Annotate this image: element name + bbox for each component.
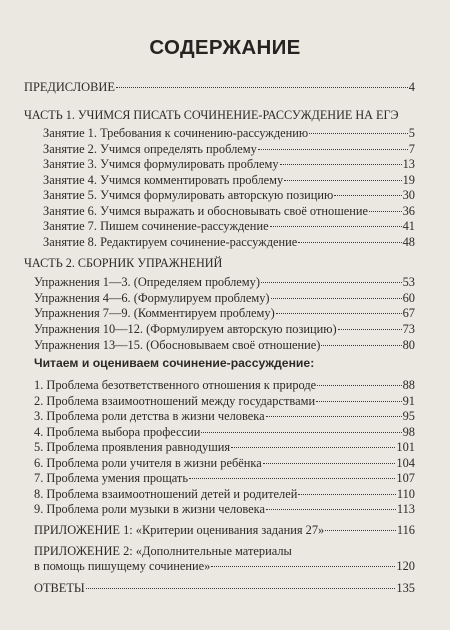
- toc-entry-page: 88: [402, 378, 415, 392]
- dot-leader: [317, 385, 401, 386]
- toc-entry-label: Занятие 8. Редактируем сочинение-рассуждение: [43, 235, 298, 249]
- toc-entry-page: 110: [396, 487, 415, 501]
- toc-entry-page: 113: [396, 502, 415, 516]
- dot-leader: [284, 180, 401, 181]
- toc-entry-label: ПРИЛОЖЕНИЕ 1: «Критерии оценивания задания 27»: [34, 523, 325, 537]
- toc-entry: [34, 409, 415, 423]
- toc-entry: [43, 188, 415, 202]
- toc-entry-page: 95: [402, 409, 415, 423]
- toc-entry-label: Занятие 4. Учимся комментировать проблему: [43, 173, 284, 187]
- toc-entry-label: ПРЕДИСЛОВИЕ: [24, 80, 115, 94]
- toc-entry-label: в помощь пишущему сочинение»: [34, 559, 211, 573]
- toc-entry-page: 4: [408, 80, 415, 94]
- toc-entry-label: ОТВЕТЫ: [34, 581, 85, 595]
- page-title: СОДЕРЖАНИЕ: [149, 36, 301, 59]
- toc-entry-label: Занятие 6. Учимся выражать и обосновывать своё отношение: [43, 204, 369, 218]
- toc-entry: [34, 275, 415, 289]
- toc-entry: [34, 394, 415, 408]
- toc-entry-label: 2. Проблема взаимоотношений между государствами: [34, 394, 316, 408]
- dot-leader: [266, 509, 396, 510]
- dot-leader: [298, 242, 401, 243]
- toc-entry: [34, 502, 415, 516]
- toc-entry-page: 13: [402, 157, 415, 171]
- toc-entry-appendix2: [34, 559, 415, 573]
- dot-leader: [334, 195, 401, 196]
- toc-entry-label: 6. Проблема роли учителя в жизни ребёнка: [34, 456, 262, 470]
- toc-entry-page: 7: [408, 142, 415, 156]
- dot-leader: [211, 566, 395, 567]
- toc-entry-page: 104: [396, 456, 415, 470]
- toc-entry: [34, 456, 415, 470]
- toc-entry: [43, 219, 415, 233]
- toc-entry-label: Упражнения 4—6. (Формулируем проблему): [34, 291, 270, 305]
- toc-entry-page: 5: [408, 126, 415, 140]
- dot-leader: [258, 149, 408, 150]
- toc-entry: [43, 142, 415, 156]
- toc-entry-label: 4. Проблема выбора профессии: [34, 425, 201, 439]
- toc-entry-page: 60: [402, 291, 415, 305]
- toc-entry-label: 8. Проблема взаимоотношений детей и родителей: [34, 487, 298, 501]
- dot-leader: [338, 329, 402, 330]
- toc-entry-answers: [34, 581, 415, 595]
- toc-entry: [34, 487, 415, 501]
- toc-entry-page: 135: [396, 581, 415, 595]
- toc-entry-label: Занятие 2. Учимся определять проблему: [43, 142, 257, 156]
- dot-leader: [325, 530, 396, 531]
- toc-entry-page: 53: [402, 275, 415, 289]
- toc-entry-label: 9. Проблема роли музыки в жизни человека: [34, 502, 266, 516]
- toc-entry: [43, 204, 415, 218]
- toc-entry-label: Упражнения 7—9. (Комментируем проблему): [34, 306, 275, 320]
- toc-entry-label: 5. Проблема проявления равнодушия: [34, 440, 231, 454]
- part2-heading: ЧАСТЬ 2. СБОРНИК УПРАЖНЕНИЙ: [24, 256, 223, 270]
- dot-leader: [261, 282, 402, 283]
- toc-entry-label: Упражнения 10—12. (Формулируем авторскую позицию): [34, 322, 337, 336]
- dot-leader: [316, 401, 402, 402]
- toc-entry-page: 107: [396, 471, 415, 485]
- toc-entry: [34, 306, 415, 320]
- dot-leader: [280, 164, 402, 165]
- toc-entry: [34, 471, 415, 485]
- dot-leader: [231, 447, 395, 448]
- toc-entry-appendix1: [34, 523, 415, 537]
- dot-leader: [369, 211, 402, 212]
- dot-leader: [321, 345, 401, 346]
- toc-entry-page: 98: [402, 425, 415, 439]
- toc-entry: [34, 338, 415, 352]
- dot-leader: [271, 298, 402, 299]
- toc-entry-preface: [24, 80, 415, 94]
- toc-entry: [34, 378, 415, 392]
- dot-leader: [309, 133, 408, 134]
- toc-entry: [34, 425, 415, 439]
- toc-entry-page: 41: [402, 219, 415, 233]
- toc-entry: [34, 322, 415, 336]
- dot-leader: [266, 416, 402, 417]
- dot-leader: [201, 432, 401, 433]
- toc-entry: [43, 126, 415, 140]
- toc-entry-label: 3. Проблема роли детства в жизни человека: [34, 409, 265, 423]
- toc-entry-label: Упражнения 13—15. (Обосновываем своё отношение): [34, 338, 321, 352]
- toc-entry: [43, 173, 415, 187]
- dot-leader: [263, 463, 396, 464]
- toc-entry-page: 19: [402, 173, 415, 187]
- toc-entry-page: 30: [402, 188, 415, 202]
- toc-entry: [43, 235, 415, 249]
- toc-entry-page: 48: [402, 235, 415, 249]
- toc-entry-label: Занятие 5. Учимся формулировать авторскую позицию: [43, 188, 334, 202]
- toc-entry-label: Занятие 1. Требования к сочинению-рассуждению: [43, 126, 309, 140]
- toc-entry-label: Занятие 3. Учимся формулировать проблему: [43, 157, 279, 171]
- toc-entry-page: 67: [402, 306, 415, 320]
- toc-entry-label: Упражнения 1—3. (Определяем проблему): [34, 275, 260, 289]
- part1-heading: ЧАСТЬ 1. УЧИМСЯ ПИСАТЬ СОЧИНЕНИЕ-РАССУЖДЕНИЕ НА ЕГЭ: [24, 108, 399, 122]
- dot-leader: [298, 494, 396, 495]
- dot-leader: [276, 313, 402, 314]
- toc-entry-page: 36: [402, 204, 415, 218]
- toc-entry-label: Занятие 7. Пишем сочинение-рассуждение: [43, 219, 269, 233]
- toc-entry-page: 120: [396, 559, 415, 573]
- dot-leader: [189, 478, 395, 479]
- toc-entry: [34, 440, 415, 454]
- toc-entry: [34, 291, 415, 305]
- dot-leader: [270, 226, 402, 227]
- toc-entry-page: 80: [402, 338, 415, 352]
- section-subheading: Читаем и оцениваем сочинение-рассуждение:: [34, 356, 315, 370]
- toc-entry-page: 116: [396, 523, 415, 537]
- toc-entry: [43, 157, 415, 171]
- dot-leader: [86, 588, 396, 589]
- toc-entry-page: 101: [396, 440, 415, 454]
- dot-leader: [116, 87, 408, 88]
- appendix2-line1: ПРИЛОЖЕНИЕ 2: «Дополнительные материалы: [34, 544, 292, 558]
- toc-entry-page: 91: [402, 394, 415, 408]
- toc-entry-label: 1. Проблема безответственного отношения к природе: [34, 378, 317, 392]
- toc-entry-label: 7. Проблема умения прощать: [34, 471, 188, 485]
- toc-entry-page: 73: [402, 322, 415, 336]
